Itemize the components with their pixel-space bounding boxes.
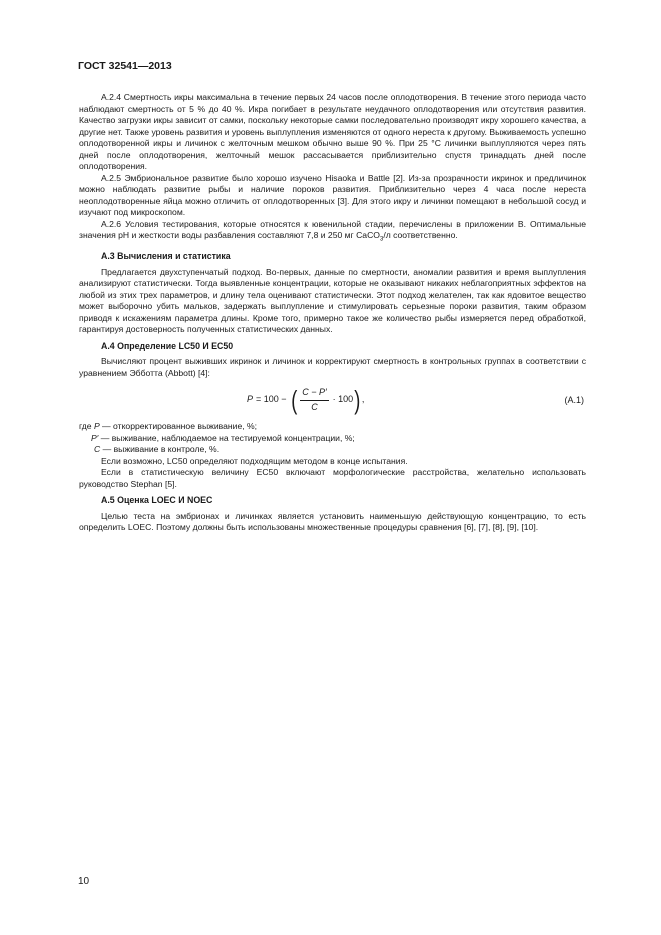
definition-p-symbol: P — [93, 421, 100, 432]
formula-denominator: C — [311, 401, 318, 412]
abbott-formula — [79, 383, 586, 419]
paragraph-a26 — [79, 219, 586, 247]
formula-numerator: C − P′ — [300, 387, 328, 401]
formula-tail: , — [361, 394, 365, 405]
paragraph-a25: А.2.5 Эмбриональное развитие было хорошо изучено Hisaoka и Battle [2]. Из-за прозрачности икринок и предличинок можно наблюдать развитие рыбы и наличие пороков развития. Приблизительно через 4 часа после нереста неоплодотворенные яйца можно отличить от оплодотворенных [3]. Для этого икру и личинки помещают в небольшой сосуд и изучают под микроскопом. — [79, 172, 586, 217]
paragraph-a26-tail: /л соответственно. — [383, 230, 458, 240]
definition-c — [79, 444, 586, 456]
caco3-subscript: 3 — [379, 236, 384, 243]
paragraph-a5: Целью теста на эмбрионах и личинках является установить наименьшую действующую концентрацию, то есть определить LOEC. Поэтому должны быть использованы множественные процедуры сравнения [6], [7], [8], [9], [10]. — [79, 510, 586, 533]
formula-expression — [247, 385, 365, 416]
definition-p-text: — откорректированное выживание, %; — [99, 421, 258, 432]
formula-eq: = 100 − — [256, 394, 287, 405]
section-a4-heading: А.4 Определение LC50 И ЕС50 — [101, 340, 234, 351]
paragraph-a26-main: А.2.6 Условия тестирования, которые относятся к ювенильной стадии, перечислены в приложении В. Оптимальные значения рН и жесткости воды разбавления составляют 7,8 и 250 мг CaCO — [79, 218, 586, 240]
section-a5-heading: А.5 Оценка LOEC И NOEC — [101, 495, 213, 506]
definition-p-prime-text: — выживание, наблюдаемое на тестируемой концентрации, %; — [98, 432, 355, 443]
formula-definitions — [79, 421, 586, 456]
standard-header: ГОСТ 32541—2013 — [78, 60, 172, 72]
formula-fraction — [300, 387, 328, 413]
formula-lhs: P — [247, 394, 254, 405]
paragraph-a4: Вычисляют процент выживших икринок и личинок и корректируют смертность в контрольных группах в соответствии с уравнением Эбботта (Abbott) [4]: — [79, 356, 586, 378]
right-paren: ) — [354, 385, 361, 416]
left-paren: ( — [290, 385, 297, 416]
formula-number: (А.1) — [564, 395, 584, 406]
definition-c-symbol: C — [94, 444, 101, 455]
definition-p-prime — [79, 433, 586, 445]
paragraph-a3: Предлагается двухступенчатый подход. Во-первых, данные по смертности, аномалии развития и время выплупления анализируют статистически. Тогда выявленные концентрации, которые не оказывают никаких неблагоприятных эффектов на любой из этих трех параметров, и длину тела оценивают статистически. Этот подход желателен, так как ядовитое вещество может выборочно убить мальков, задержать выплупление и стимулировать серьезные пороки развития, таким образом приводя к искажениям параметра длины. Кроме того, примерно такое же количество рыбы измеряется перед обработкой, гарантируя достоверность полученных статистических данных. — [79, 266, 586, 335]
section-a3-heading: А.3 Вычисления и статистика — [101, 251, 231, 262]
formula-mult: · 100 — [332, 394, 354, 405]
definition-p-prime-symbol: P′ — [91, 432, 99, 443]
definition-c-text: — выживание в контроле, %. — [100, 444, 220, 455]
page-number: 10 — [78, 876, 90, 887]
paragraph-ec50-stephan: Если в статистическую величину ЕС50 включают морфологические расстройства, желательно использовать руководство Stephan [5]. — [79, 467, 586, 489]
definition-lead: где — [79, 421, 94, 432]
document-body — [79, 92, 586, 534]
paragraph-lc50-method: Если возможно, LC50 определяют подходящим методом в конце испытания. — [101, 455, 408, 466]
definition-p — [79, 421, 586, 433]
paragraph-a24: А.2.4 Смертность икры максимальна в течение первых 24 часов после оплодотворения. В течение этого периода часто наблюдают смертность от 5 % до 40 %. Икра погибает в результате неудачного оплодотворения или отсутствия развития. Качество загрузки икры зависит от самки, поскольку некоторые самки последовательно производят икру хорошего качества, а другие нет. Также уровень развития и уровень выплупления изменяются от одного нереста к другому. Выживаемость успешно оплодотворенной икры и личинок с желточным мешком обычно выше 90 %. При 25 °С личинки выплупляются через пять дней после оплодотворения, желточный мешок рассасывается приблизительно спустя тринадцать дней после оплодотворения. — [79, 92, 586, 171]
